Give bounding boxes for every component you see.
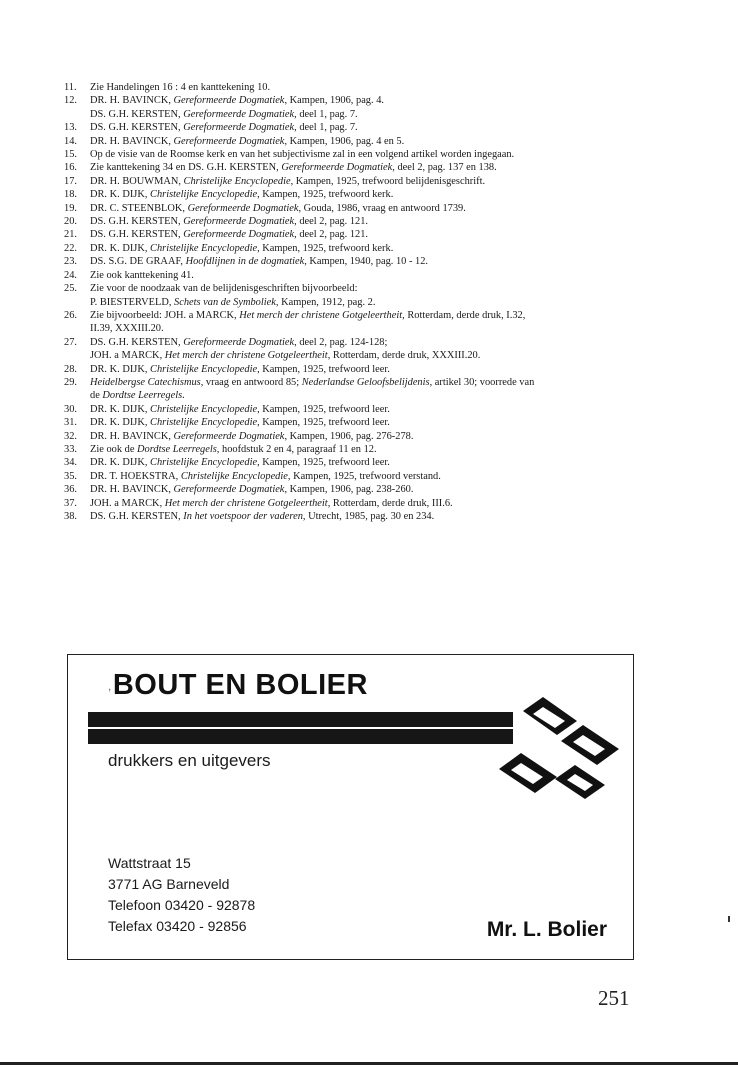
footnote-number: 21. xyxy=(64,229,77,241)
footnote-item xyxy=(64,269,664,282)
footnote-item xyxy=(64,443,664,456)
footnote-text xyxy=(90,497,664,510)
footnote-number: 30. xyxy=(64,403,77,415)
footnote-text xyxy=(90,242,664,255)
footnote-number: 29. xyxy=(64,376,77,388)
footnote-title: Gereformeerde Dogmatiek xyxy=(183,108,295,120)
footnote-number: 14. xyxy=(64,135,77,147)
footnote-segment: JOH. a MARCK, xyxy=(90,350,165,362)
footnote-number: 17. xyxy=(64,175,77,187)
footnote-segment: Zie Handelingen 16 : 4 en kanttekening 10. xyxy=(90,82,271,93)
footnote-segment: , Rotterdam, derde druk, XXXIII.20. xyxy=(327,350,481,362)
footnote-line xyxy=(90,497,664,510)
footnote-text xyxy=(90,202,664,215)
footnote-segment: DR. H. BAVINCK, xyxy=(90,135,174,147)
footnote-text xyxy=(90,228,664,241)
footnote-line xyxy=(90,456,664,469)
footnote-item xyxy=(64,175,664,188)
footnote-text xyxy=(90,175,664,188)
footnote-segment: DR. K. DIJK, xyxy=(90,417,151,429)
ad-street: Wattstraat 15 xyxy=(108,855,191,871)
footnote-line xyxy=(90,81,664,94)
footnote-segment: , Kampen, 1925, trefwoord kerk. xyxy=(257,189,394,201)
footnote-text xyxy=(90,443,664,456)
footnote-segment: , vraag en antwoord 85; xyxy=(200,376,302,388)
footnote-segment: DS. S.G. DE GRAAF, xyxy=(90,256,186,268)
footnote-number: 28. xyxy=(64,363,77,375)
footnote-line xyxy=(90,94,664,107)
footnote-line xyxy=(90,336,664,349)
footnote-line xyxy=(90,175,664,188)
footnote-segment: DS. G.H. KERSTEN, xyxy=(90,108,184,120)
footnote-segment: , Kampen, 1925, trefwoord belijdenisgeschrift. xyxy=(290,175,486,187)
footnote-line xyxy=(90,389,664,402)
footnote-text xyxy=(90,161,664,174)
footnote-item xyxy=(64,456,664,469)
footnote-line xyxy=(90,108,664,121)
footnote-segment: , Gouda, 1986, vraag en antwoord 1739. xyxy=(298,202,466,214)
footnote-text xyxy=(90,483,664,496)
footnote-line xyxy=(90,470,664,483)
footnote-item xyxy=(64,309,664,336)
footnote-segment: DS. G.H. KERSTEN, xyxy=(90,122,184,134)
footnote-number: 35. xyxy=(64,470,77,482)
footnote-title: Gereformeerde Dogmatiek xyxy=(187,202,299,214)
footnote-title: Dordtse Leerregels xyxy=(102,390,183,402)
ad-address xyxy=(108,853,255,937)
footnote-number: 20. xyxy=(64,216,77,228)
footnote-segment: DR. K. DIJK, xyxy=(90,403,151,415)
footnote-line xyxy=(90,188,664,201)
footnote-segment: , Kampen, 1906, pag. 238-260. xyxy=(284,484,414,496)
footnote-segment: , artikel 30; voorrede van xyxy=(429,376,535,388)
footnote-text xyxy=(90,416,664,429)
footnote-line xyxy=(90,349,664,362)
footnote-segment: DR. H. BAVINCK, xyxy=(90,430,174,442)
footnote-title: Gereformeerde Dogmatiek xyxy=(281,162,393,174)
footnote-segment: , Kampen, 1925, trefwoord leer. xyxy=(257,403,390,415)
ad-company-label: BOUT EN BOLIER xyxy=(112,669,368,701)
footnote-segment: , Kampen, 1940, pag. 10 - 12. xyxy=(304,256,429,268)
footnote-number: 19. xyxy=(64,202,77,214)
advertisement-box xyxy=(67,654,634,960)
footnote-segment: DR. H. BOUWMAN, xyxy=(90,175,184,187)
footnote-number: 11. xyxy=(64,82,77,93)
footnote-text xyxy=(90,403,664,416)
footnote-text xyxy=(90,282,664,309)
footnote-title: Christelijke Encyclopedie xyxy=(150,417,258,429)
footnote-number: 24. xyxy=(64,269,77,281)
footnote-segment: , deel 2, pag. 124-128; xyxy=(294,336,388,348)
footnote-segment: , Kampen, 1925, trefwoord verstand. xyxy=(287,470,441,482)
footnote-text xyxy=(90,255,664,268)
footnote-line xyxy=(90,255,664,268)
footnote-line xyxy=(90,242,664,255)
footnote-segment: DS. G.H. KERSTEN, xyxy=(90,229,184,241)
footnote-title: Het merch der christene Gotgeleertheit xyxy=(164,497,328,509)
footnote-item xyxy=(64,376,664,403)
footnote-item xyxy=(64,121,664,134)
ad-company-name xyxy=(108,669,368,702)
footnote-number: 27. xyxy=(64,336,77,348)
footnote-item xyxy=(64,242,664,255)
footnote-line xyxy=(90,309,664,322)
footnote-item xyxy=(64,202,664,215)
footnote-text xyxy=(90,456,664,469)
footnote-title: Gereformeerde Dogmatiek xyxy=(183,229,295,241)
footnote-title: Christelijke Encyclopedie xyxy=(150,403,258,415)
footnote-title: Christelijke Encyclopedie xyxy=(150,457,258,469)
ad-contact-name: Mr. L. Bolier xyxy=(486,918,607,941)
footnote-title: Christelijke Encyclopedie xyxy=(150,363,258,375)
footnote-segment: JOH. a MARCK, xyxy=(90,497,165,509)
footnote-text xyxy=(90,309,664,336)
footnote-segment: de xyxy=(90,390,103,402)
footnote-line xyxy=(90,121,664,134)
footnote-segment: Zie voor de noodzaak van de belijdenisgeschriften bijvoorbeeld: xyxy=(90,283,358,295)
footnote-item xyxy=(64,430,664,443)
footnote-title: Christelijke Encyclopedie xyxy=(150,189,258,201)
footnote-number: 16. xyxy=(64,162,77,174)
footnote-number: 31. xyxy=(64,417,77,429)
footnote-text xyxy=(90,430,664,443)
footnote-number: 38. xyxy=(64,511,77,522)
footnote-item xyxy=(64,282,664,309)
scan-speck xyxy=(728,916,730,922)
footnote-item xyxy=(64,188,664,201)
footnote-item xyxy=(64,255,664,268)
footnote-title: Het merch der christene Gotgeleertheit xyxy=(239,309,403,321)
footnote-segment: , deel 1, pag. 7. xyxy=(294,122,358,134)
footnote-segment: DR. K. DIJK, xyxy=(90,457,151,469)
footnote-text xyxy=(90,188,664,201)
footnote-segment: , Kampen, 1925, trefwoord leer. xyxy=(257,363,390,375)
footnote-segment: , Kampen, 1912, pag. 2. xyxy=(275,296,376,308)
ad-city: 3771 AG Barneveld xyxy=(108,876,230,892)
footnote-line xyxy=(90,296,664,309)
footnote-title: Christelijke Encyclopedie xyxy=(150,242,258,254)
footnote-number: 18. xyxy=(64,189,77,201)
footnote-line xyxy=(90,363,664,376)
footnote-segment: , Rotterdam, derde druk, III.6. xyxy=(327,497,453,509)
ad-fax: Telefax 03420 - 92856 xyxy=(108,918,247,934)
footnote-text xyxy=(90,148,664,161)
footnote-line xyxy=(90,215,664,228)
footnote-text xyxy=(90,376,664,403)
footnote-segment: , deel 2, pag. 121. xyxy=(294,216,369,228)
footnote-segment: Zie ook kanttekening 41. xyxy=(90,269,194,281)
footnote-item xyxy=(64,215,664,228)
footnote-text xyxy=(90,510,664,523)
footnote-title: Gereformeerde Dogmatiek xyxy=(183,336,295,348)
footnote-text xyxy=(90,81,664,94)
footnote-line xyxy=(90,135,664,148)
footnote-line xyxy=(90,228,664,241)
footnote-item xyxy=(64,363,664,376)
footnote-title: Hoofdlijnen in de dogmatiek xyxy=(185,256,305,268)
footnote-title: Gereformeerde Dogmatiek xyxy=(183,122,295,134)
footnote-item xyxy=(64,336,664,363)
footnote-segment: DR. K. DIJK, xyxy=(90,242,151,254)
footnote-item xyxy=(64,470,664,483)
footnote-line xyxy=(90,443,664,456)
footnote-item xyxy=(64,403,664,416)
footnote-segment: DR. K. DIJK, xyxy=(90,189,151,201)
footnote-segment: DR. H. BAVINCK, xyxy=(90,484,174,496)
footnote-segment: Zie ook de xyxy=(90,443,138,455)
footnote-title: Gereformeerde Dogmatiek xyxy=(173,484,285,496)
footnote-segment: , hoofdstuk 2 en 4, paragraaf 11 en 12. xyxy=(216,443,377,455)
footnote-item xyxy=(64,483,664,496)
footnote-item xyxy=(64,135,664,148)
footnote-line xyxy=(90,376,664,389)
footnote-segment: DS. G.H. KERSTEN, xyxy=(90,216,184,228)
stray-mark: , xyxy=(108,679,112,694)
footnote-line xyxy=(90,430,664,443)
footnote-segment: , deel 2, pag. 121. xyxy=(294,229,369,241)
footnote-segment: II.39, XXXIII.20. xyxy=(90,323,164,335)
footnote-segment: , Rotterdam, derde druk, I.32, xyxy=(402,309,526,321)
footnote-line xyxy=(90,161,664,174)
ad-phone: Telefoon 03420 - 92878 xyxy=(108,897,256,913)
footnote-number: 23. xyxy=(64,256,77,268)
footnote-number: 33. xyxy=(64,443,77,455)
footnote-segment: , Kampen, 1906, pag. 4 en 5. xyxy=(284,135,405,147)
footnote-number: 12. xyxy=(64,95,77,107)
footnote-segment: , Kampen, 1925, trefwoord kerk. xyxy=(257,242,394,254)
footnote-number: 36. xyxy=(64,484,77,496)
footnote-line xyxy=(90,416,664,429)
footnote-number: 26. xyxy=(64,309,77,321)
footnote-segment: DR. K. DIJK, xyxy=(90,363,151,375)
footnote-title: Christelijke Encyclopedie xyxy=(183,175,291,187)
footnote-title: Heidelbergse Catechismus xyxy=(90,376,201,388)
footnote-segment: , Kampen, 1906, pag. 276-278. xyxy=(284,430,414,442)
footnote-title: Schets van de Symboliek xyxy=(174,296,276,308)
footnote-title: Gereformeerde Dogmatiek xyxy=(173,95,285,107)
footnote-segment: DR. H. BAVINCK, xyxy=(90,95,174,107)
footnote-item xyxy=(64,161,664,174)
footnote-title: Gereformeerde Dogmatiek xyxy=(173,135,285,147)
footnote-item xyxy=(64,94,664,121)
footnote-title: Gereformeerde Dogmatiek xyxy=(173,430,285,442)
footnote-line xyxy=(90,282,664,295)
footnote-line xyxy=(90,148,664,161)
footnote-title: Het merch der christene Gotgeleertheit xyxy=(164,350,328,362)
footnote-segment: Zie bijvoorbeeld: JOH. a MARCK, xyxy=(90,309,240,321)
footnote-item xyxy=(64,497,664,510)
footnote-segment: , deel 1, pag. 7. xyxy=(294,108,358,120)
footnote-number: 37. xyxy=(64,497,77,509)
footnote-segment: P. BIESTERVELD, xyxy=(90,296,175,308)
footnote-segment: , Kampen, 1925, trefwoord leer. xyxy=(257,417,390,429)
footnote-text xyxy=(90,135,664,148)
footnote-title: Christelijke Encyclopedie xyxy=(180,470,288,482)
footnote-segment: DR. C. STEENBLOK, xyxy=(90,202,188,214)
footnote-text xyxy=(90,269,664,282)
footnote-segment: Zie kanttekening 34 en DS. G.H. KERSTEN, xyxy=(90,162,282,174)
footnote-segment: . xyxy=(182,390,185,402)
footnote-item xyxy=(64,81,664,94)
page-number: 251 xyxy=(598,986,630,1010)
footnote-segment: Op de visie van de Roomse kerk en van het subjectivisme zal in een volgend artikel worden ingegaan. xyxy=(90,149,515,161)
bottom-rule xyxy=(0,1062,738,1065)
footnote-title: Gereformeerde Dogmatiek xyxy=(183,216,295,228)
footnote-text xyxy=(90,215,664,228)
ad-black-bar xyxy=(88,712,513,744)
footnote-number: 34. xyxy=(64,457,77,469)
footnote-line xyxy=(90,202,664,215)
bout-en-bolier-logo-icon xyxy=(473,695,623,805)
footnote-number: 13. xyxy=(64,122,77,134)
footnote-segment: DR. T. HOEKSTRA, xyxy=(90,470,181,482)
footnote-segment: DS. G.H. KERSTEN, xyxy=(90,511,184,522)
footnote-text xyxy=(90,94,664,121)
footnote-number: 25. xyxy=(64,283,77,295)
footnote-item xyxy=(64,510,664,523)
footnote-segment: , Utrecht, 1985, pag. 30 en 234. xyxy=(302,511,435,522)
footnote-text xyxy=(90,470,664,483)
footnote-line xyxy=(90,322,664,335)
footnote-line xyxy=(90,483,664,496)
footnote-item xyxy=(64,148,664,161)
ad-tagline: drukkers en uitgevers xyxy=(108,751,271,770)
footnote-number: 15. xyxy=(64,149,77,161)
footnote-line xyxy=(90,403,664,416)
footnote-segment: , Kampen, 1906, pag. 4. xyxy=(284,95,384,107)
footnote-item xyxy=(64,228,664,241)
footnote-line xyxy=(90,510,664,523)
footnote-segment: , Kampen, 1925, trefwoord leer. xyxy=(257,457,390,469)
footnote-number: 32. xyxy=(64,430,77,442)
footnotes-list xyxy=(64,81,664,523)
footnote-line xyxy=(90,269,664,282)
footnote-text xyxy=(90,336,664,363)
footnote-text xyxy=(90,363,664,376)
footnote-title: Nederlandse Geloofsbelijdenis xyxy=(301,376,430,388)
footnote-segment: , deel 2, pag. 137 en 138. xyxy=(392,162,497,174)
footnote-segment: DS. G.H. KERSTEN, xyxy=(90,336,184,348)
footnote-number: 22. xyxy=(64,242,77,254)
footnote-title: In het voetspoor der vaderen xyxy=(183,511,303,522)
footnote-item xyxy=(64,416,664,429)
footnote-title: Dordtse Leerregels xyxy=(137,443,217,455)
footnote-text xyxy=(90,121,664,134)
